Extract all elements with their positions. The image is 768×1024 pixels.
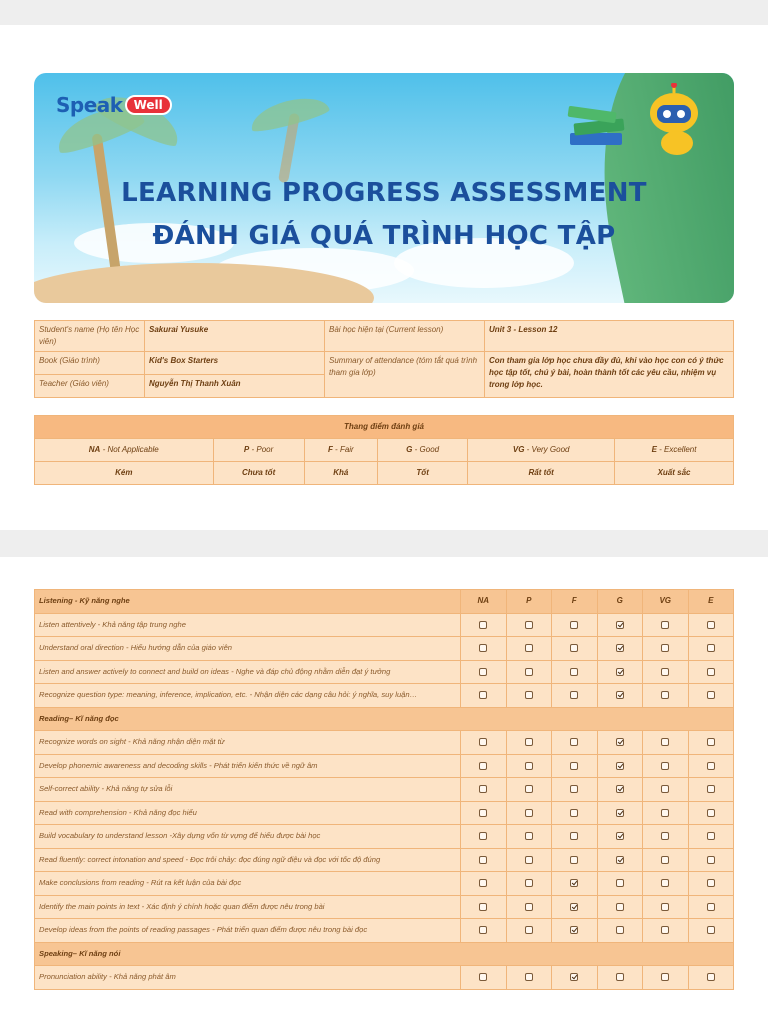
rating-cell-e — [688, 966, 734, 990]
unchecked-checkbox[interactable] — [525, 879, 533, 887]
rating-cell-e — [688, 613, 734, 637]
title-english: LEARNING PROGRESS ASSESSMENT — [121, 178, 647, 208]
scale-level-g: G - Good — [377, 439, 467, 462]
rating-cell-p — [506, 613, 552, 637]
books-illustration — [564, 97, 634, 153]
table-row — [35, 872, 734, 896]
rating-cell-na — [461, 731, 507, 755]
rating-cell-f — [552, 848, 598, 872]
rating-cell-g — [597, 919, 643, 943]
unchecked-checkbox[interactable] — [661, 809, 669, 817]
checked-checkbox[interactable] — [616, 856, 624, 864]
rating-cell-e — [688, 731, 734, 755]
rating-cell-p — [506, 660, 552, 684]
unchecked-checkbox[interactable] — [616, 903, 624, 911]
section-header — [35, 707, 734, 731]
rating-cell-vg — [643, 825, 689, 849]
skill-label: Listen attentively - Khả năng tập trung nghe — [35, 613, 461, 637]
rating-cell-p — [506, 778, 552, 802]
rating-cell-p — [506, 684, 552, 708]
skill-label: Pronunciation ability - Khả năng phát âm — [35, 966, 461, 990]
rating-cell-na — [461, 684, 507, 708]
unchecked-checkbox[interactable] — [616, 879, 624, 887]
checked-checkbox[interactable] — [570, 926, 578, 934]
unchecked-checkbox[interactable] — [616, 973, 624, 981]
table-row — [35, 825, 734, 849]
unchecked-checkbox[interactable] — [525, 903, 533, 911]
checked-checkbox[interactable] — [616, 621, 624, 629]
unchecked-checkbox[interactable] — [661, 973, 669, 981]
rating-cell-vg — [643, 684, 689, 708]
unchecked-checkbox[interactable] — [661, 926, 669, 934]
table-row — [35, 684, 734, 708]
scale-vietnamese-e: Xuất sắc — [615, 462, 734, 485]
rating-cell-f — [552, 637, 598, 661]
checked-checkbox[interactable] — [616, 832, 624, 840]
checked-checkbox[interactable] — [616, 738, 624, 746]
rating-cell-vg — [643, 637, 689, 661]
checked-checkbox[interactable] — [570, 879, 578, 887]
rating-cell-g — [597, 684, 643, 708]
column-header-na: NA — [461, 590, 507, 614]
unchecked-checkbox[interactable] — [525, 926, 533, 934]
skill-label: Understand oral direction - Hiểu hướng dẫn của giáo viên — [35, 637, 461, 661]
checked-checkbox[interactable] — [616, 691, 624, 699]
unchecked-checkbox[interactable] — [479, 762, 487, 770]
unchecked-checkbox[interactable] — [661, 691, 669, 699]
rating-cell-vg — [643, 801, 689, 825]
unchecked-checkbox[interactable] — [479, 903, 487, 911]
rating-cell-g — [597, 801, 643, 825]
rating-cell-vg — [643, 613, 689, 637]
column-header-f: F — [552, 590, 598, 614]
rating-cell-f — [552, 801, 598, 825]
scale-level-e: E - Excellent — [615, 439, 734, 462]
section-title: Speaking– Kĩ năng nói — [35, 942, 734, 966]
unchecked-checkbox[interactable] — [661, 903, 669, 911]
rating-cell-f — [552, 731, 598, 755]
rating-cell-na — [461, 660, 507, 684]
unchecked-checkbox[interactable] — [570, 832, 578, 840]
rating-cell-na — [461, 613, 507, 637]
teacher-label: Teacher (Giáo viên) — [35, 375, 145, 398]
rating-cell-vg — [643, 660, 689, 684]
unchecked-checkbox[interactable] — [707, 832, 715, 840]
unchecked-checkbox[interactable] — [479, 832, 487, 840]
logo-well-badge: Well — [125, 95, 172, 115]
unchecked-checkbox[interactable] — [479, 621, 487, 629]
unchecked-checkbox[interactable] — [525, 832, 533, 840]
unchecked-checkbox[interactable] — [661, 738, 669, 746]
unchecked-checkbox[interactable] — [707, 668, 715, 676]
unchecked-checkbox[interactable] — [479, 879, 487, 887]
rating-cell-vg — [643, 848, 689, 872]
unchecked-checkbox[interactable] — [570, 644, 578, 652]
rating-cell-na — [461, 778, 507, 802]
rating-cell-f — [552, 778, 598, 802]
table-row — [35, 919, 734, 943]
rating-cell-na — [461, 966, 507, 990]
unchecked-checkbox[interactable] — [570, 738, 578, 746]
unchecked-checkbox[interactable] — [570, 691, 578, 699]
unchecked-checkbox[interactable] — [479, 785, 487, 793]
rating-cell-vg — [643, 966, 689, 990]
skill-label: Listen and answer actively to connect and build on ideas - Nghe và đáp chủ động nhằm diễn đạt ý tưởng — [35, 660, 461, 684]
rating-cell-p — [506, 919, 552, 943]
current-lesson-label: Bài học hiện tại (Current lesson) — [325, 321, 485, 352]
scale-vietnamese-g: Tốt — [377, 462, 467, 485]
rating-cell-f — [552, 872, 598, 896]
scale-description: Excellent — [664, 445, 697, 454]
unchecked-checkbox[interactable] — [570, 809, 578, 817]
rating-cell-e — [688, 754, 734, 778]
unchecked-checkbox[interactable] — [525, 785, 533, 793]
robot-mascot-illustration — [639, 83, 709, 158]
unchecked-checkbox[interactable] — [525, 691, 533, 699]
rating-cell-p — [506, 848, 552, 872]
rating-cell-g — [597, 660, 643, 684]
rating-cell-g — [597, 895, 643, 919]
rating-cell-f — [552, 966, 598, 990]
unchecked-checkbox[interactable] — [707, 926, 715, 934]
unchecked-checkbox[interactable] — [707, 762, 715, 770]
grading-scale-table — [34, 415, 734, 485]
unchecked-checkbox[interactable] — [707, 903, 715, 911]
table-row — [35, 637, 734, 661]
rating-cell-e — [688, 919, 734, 943]
unchecked-checkbox[interactable] — [525, 668, 533, 676]
unchecked-checkbox[interactable] — [525, 973, 533, 981]
rating-cell-p — [506, 872, 552, 896]
table-row — [35, 895, 734, 919]
checked-checkbox[interactable] — [570, 973, 578, 981]
scale-level-vg: VG - Very Good — [468, 439, 615, 462]
table-row — [35, 801, 734, 825]
unchecked-checkbox[interactable] — [707, 621, 715, 629]
unchecked-checkbox[interactable] — [525, 738, 533, 746]
rating-cell-na — [461, 825, 507, 849]
rating-cell-e — [688, 778, 734, 802]
attendance-label: Summary of attendance (tóm tắt quá trình tham gia lớp) — [325, 352, 485, 398]
table-row — [35, 660, 734, 684]
rating-cell-e — [688, 684, 734, 708]
teacher-value: Nguyễn Thị Thanh Xuân — [145, 375, 325, 398]
unchecked-checkbox[interactable] — [707, 785, 715, 793]
rating-cell-p — [506, 731, 552, 755]
unchecked-checkbox[interactable] — [479, 668, 487, 676]
unchecked-checkbox[interactable] — [525, 621, 533, 629]
rating-cell-vg — [643, 895, 689, 919]
rating-cell-p — [506, 637, 552, 661]
section-title: Listening - Kỹ năng nghe — [35, 590, 461, 614]
attendance-value: Con tham gia lớp học chưa đầy đủ, khi vào học con có ý thức học tập tốt, chú ý bài, hoàn thành tốt các yêu cầu, nhiệm vụ trong lớp học. — [485, 352, 734, 398]
unchecked-checkbox[interactable] — [707, 856, 715, 864]
rating-cell-f — [552, 754, 598, 778]
skill-label: Identify the main points in text - Xác định ý chính hoặc quan điểm được nêu trong bài — [35, 895, 461, 919]
rating-cell-e — [688, 848, 734, 872]
rating-cell-na — [461, 801, 507, 825]
unchecked-checkbox[interactable] — [479, 738, 487, 746]
unchecked-checkbox[interactable] — [570, 856, 578, 864]
unchecked-checkbox[interactable] — [707, 879, 715, 887]
rating-cell-p — [506, 825, 552, 849]
unchecked-checkbox[interactable] — [479, 809, 487, 817]
scale-vietnamese-p: Chưa tốt — [213, 462, 304, 485]
rating-cell-g — [597, 754, 643, 778]
scale-level-na: NA - Not Applicable — [35, 439, 214, 462]
table-row — [35, 778, 734, 802]
rating-cell-g — [597, 825, 643, 849]
rating-cell-g — [597, 848, 643, 872]
unchecked-checkbox[interactable] — [707, 738, 715, 746]
rating-cell-e — [688, 895, 734, 919]
report-page-1 — [0, 25, 768, 530]
unchecked-checkbox[interactable] — [479, 691, 487, 699]
scale-code: F — [327, 445, 333, 454]
rating-cell-vg — [643, 872, 689, 896]
student-info-table — [34, 320, 734, 398]
unchecked-checkbox[interactable] — [661, 785, 669, 793]
skill-label: Read fluently: correct intonation and speed - Đọc trôi chảy: đọc đúng ngữ điệu và đọc với tốc độ đúng — [35, 848, 461, 872]
skill-label: Recognize question type: meaning, inference, implication, etc. - Nhận diện các dạng câu hỏi: ý nghĩa, suy luận… — [35, 684, 461, 708]
rating-cell-g — [597, 966, 643, 990]
scale-description: Good — [419, 445, 440, 454]
speakwell-logo — [56, 93, 172, 117]
scale-level-f: F - Fair — [304, 439, 377, 462]
rating-cell-e — [688, 872, 734, 896]
rating-cell-e — [688, 825, 734, 849]
scale-description: Not Applicable — [107, 445, 159, 454]
rating-cell-f — [552, 825, 598, 849]
rating-cell-na — [461, 754, 507, 778]
unchecked-checkbox[interactable] — [616, 926, 624, 934]
unchecked-checkbox[interactable] — [707, 644, 715, 652]
rating-cell-na — [461, 848, 507, 872]
unchecked-checkbox[interactable] — [661, 879, 669, 887]
scale-code: G — [406, 445, 413, 454]
rating-cell-vg — [643, 731, 689, 755]
scale-vietnamese-f: Khá — [304, 462, 377, 485]
scale-code: NA — [88, 445, 101, 454]
rating-cell-f — [552, 613, 598, 637]
book-label: Book (Giáo trình) — [35, 352, 145, 375]
unchecked-checkbox[interactable] — [661, 621, 669, 629]
scale-code: P — [243, 445, 250, 454]
unchecked-checkbox[interactable] — [570, 762, 578, 770]
unchecked-checkbox[interactable] — [707, 809, 715, 817]
rating-cell-g — [597, 778, 643, 802]
unchecked-checkbox[interactable] — [570, 668, 578, 676]
unchecked-checkbox[interactable] — [707, 973, 715, 981]
rating-cell-na — [461, 637, 507, 661]
rating-cell-na — [461, 872, 507, 896]
unchecked-checkbox[interactable] — [479, 926, 487, 934]
grading-scale-title: Thang điểm đánh giá — [35, 416, 734, 439]
skill-label: Build vocabulary to understand lesson -Xây dựng vốn từ vựng để hiểu được bài học — [35, 825, 461, 849]
column-header-p: P — [506, 590, 552, 614]
unchecked-checkbox[interactable] — [661, 762, 669, 770]
rating-cell-f — [552, 660, 598, 684]
section-title: Reading– Kĩ năng đọc — [35, 707, 734, 731]
section-header — [35, 942, 734, 966]
rating-cell-f — [552, 684, 598, 708]
unchecked-checkbox[interactable] — [479, 973, 487, 981]
skill-label: Self-correct ability - Khả năng tự sửa lỗi — [35, 778, 461, 802]
column-header-e: E — [688, 590, 734, 614]
checked-checkbox[interactable] — [616, 644, 624, 652]
rating-cell-p — [506, 754, 552, 778]
scale-description: Very Good — [531, 445, 570, 454]
checked-checkbox[interactable] — [570, 903, 578, 911]
scale-code: E — [651, 445, 657, 454]
unchecked-checkbox[interactable] — [570, 621, 578, 629]
rating-cell-vg — [643, 919, 689, 943]
column-header-vg: VG — [643, 590, 689, 614]
checked-checkbox[interactable] — [616, 785, 624, 793]
student-name-value: Sakurai Yusuke — [145, 321, 325, 352]
book-value: Kid's Box Starters — [145, 352, 325, 375]
scale-level-p: P - Poor — [213, 439, 304, 462]
rating-cell-na — [461, 919, 507, 943]
table-row — [35, 848, 734, 872]
unchecked-checkbox[interactable] — [525, 809, 533, 817]
scale-code: VG — [512, 445, 525, 454]
unchecked-checkbox[interactable] — [479, 856, 487, 864]
student-name-label: Student's name (Họ tên Học viên) — [35, 321, 145, 352]
report-page-2 — [0, 557, 768, 1024]
rating-cell-f — [552, 895, 598, 919]
scale-vietnamese-na: Kém — [35, 462, 214, 485]
unchecked-checkbox[interactable] — [661, 832, 669, 840]
unchecked-checkbox[interactable] — [661, 856, 669, 864]
rating-cell-g — [597, 872, 643, 896]
checked-checkbox[interactable] — [616, 809, 624, 817]
unchecked-checkbox[interactable] — [479, 644, 487, 652]
rating-cell-vg — [643, 754, 689, 778]
table-row — [35, 731, 734, 755]
rating-cell-p — [506, 801, 552, 825]
rating-cell-f — [552, 919, 598, 943]
header-banner — [34, 73, 734, 303]
logo-speak-text: Speak — [56, 93, 123, 117]
unchecked-checkbox[interactable] — [661, 668, 669, 676]
rating-cell-e — [688, 660, 734, 684]
section-header — [35, 590, 734, 614]
scale-description: Fair — [339, 445, 354, 454]
rating-cell-g — [597, 637, 643, 661]
scale-vietnamese-vg: Rất tốt — [468, 462, 615, 485]
rating-cell-vg — [643, 778, 689, 802]
unchecked-checkbox[interactable] — [525, 644, 533, 652]
unchecked-checkbox[interactable] — [661, 644, 669, 652]
rating-cell-e — [688, 637, 734, 661]
table-row — [35, 966, 734, 990]
column-header-g: G — [597, 590, 643, 614]
skills-assessment-table — [34, 589, 734, 990]
skill-label: Develop phonemic awareness and decoding skills - Phát triển kiến thức về ngữ âm — [35, 754, 461, 778]
unchecked-checkbox[interactable] — [525, 762, 533, 770]
skill-label: Read with comprehension - Khả năng đọc hiểu — [35, 801, 461, 825]
current-lesson-value: Unit 3 - Lesson 12 — [485, 321, 734, 352]
table-row — [35, 754, 734, 778]
skill-label: Recognize words on sight - Khả năng nhận diện mặt từ — [35, 731, 461, 755]
rating-cell-e — [688, 801, 734, 825]
unchecked-checkbox[interactable] — [707, 691, 715, 699]
table-row — [35, 613, 734, 637]
rating-cell-g — [597, 613, 643, 637]
rating-cell-p — [506, 966, 552, 990]
scale-description: Poor — [256, 445, 274, 454]
skill-label: Develop ideas from the points of reading passages - Phát triển quan điểm được nêu trong bài đọc — [35, 919, 461, 943]
checked-checkbox[interactable] — [616, 762, 624, 770]
unchecked-checkbox[interactable] — [525, 856, 533, 864]
checked-checkbox[interactable] — [616, 668, 624, 676]
rating-cell-g — [597, 731, 643, 755]
unchecked-checkbox[interactable] — [570, 785, 578, 793]
rating-cell-na — [461, 895, 507, 919]
rating-cell-p — [506, 895, 552, 919]
skill-label: Make conclusions from reading - Rút ra kết luận của bài đọc — [35, 872, 461, 896]
title-vietnamese: ĐÁNH GIÁ QUÁ TRÌNH HỌC TẬP — [152, 221, 616, 251]
